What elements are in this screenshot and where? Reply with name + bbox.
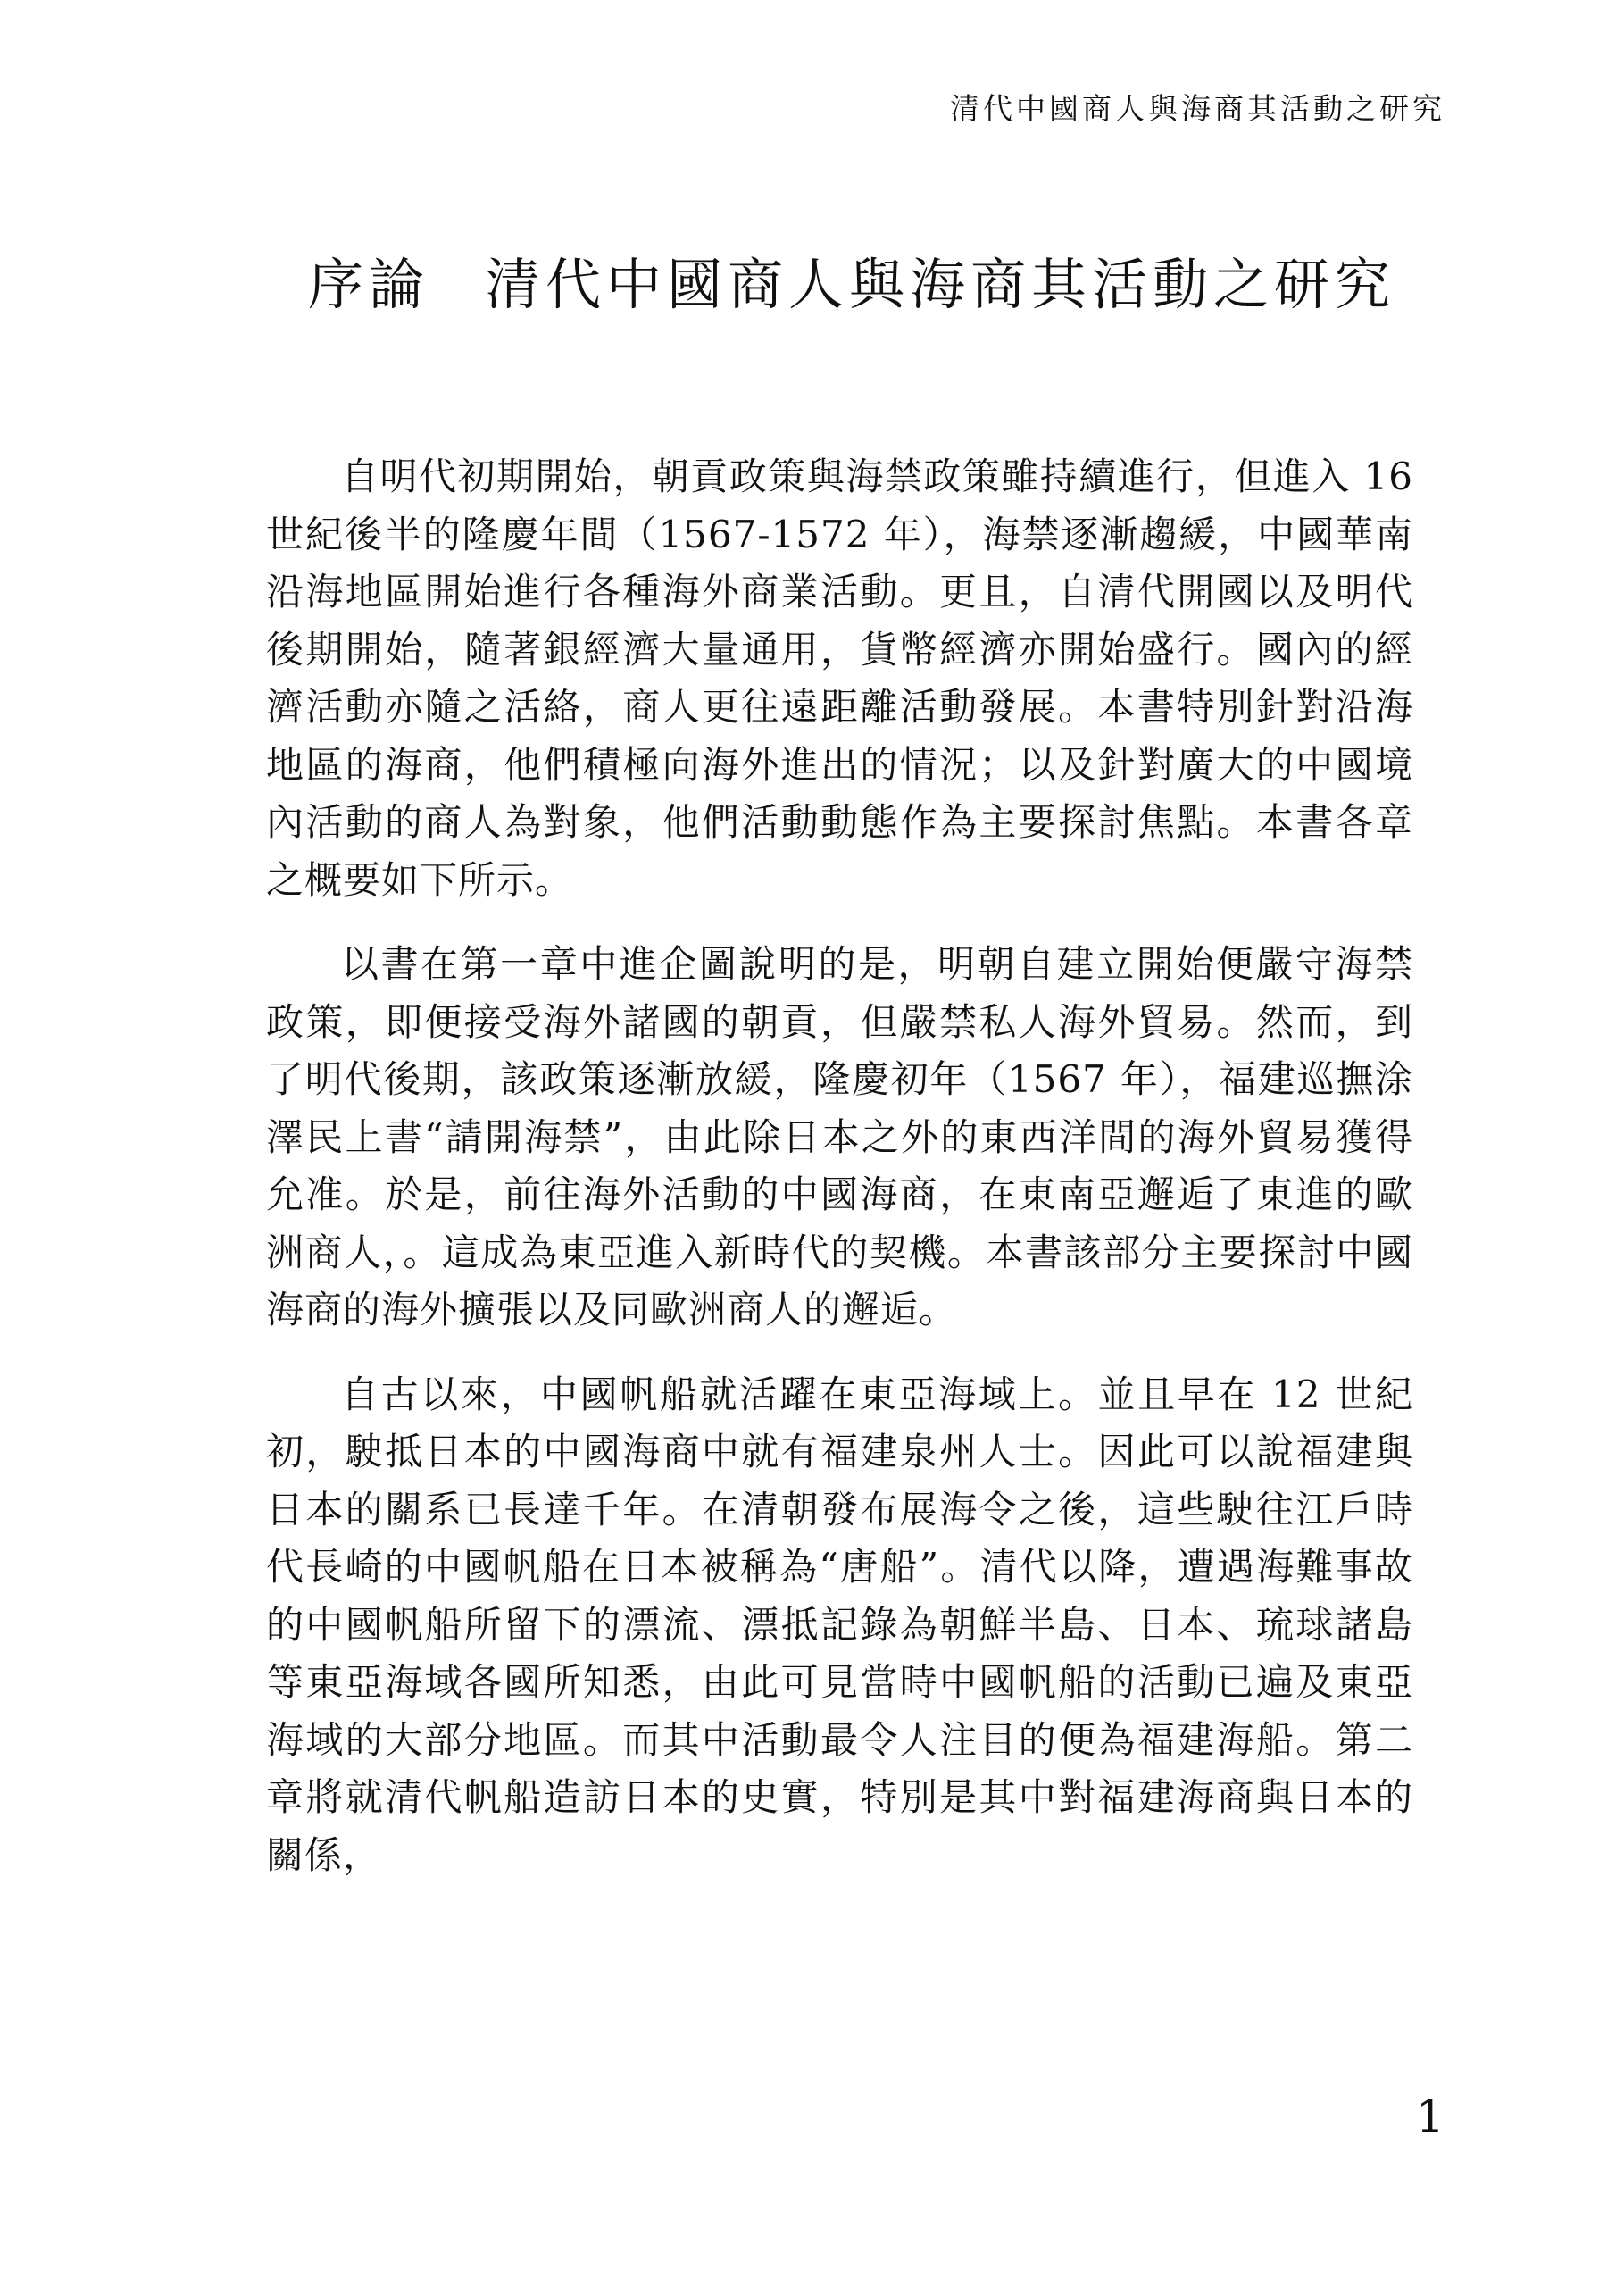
chapter-title-text: 清代中國商人與海商其活動之研究	[485, 252, 1396, 317]
body-text	[266, 448, 1413, 1911]
chapter-label: 序論	[308, 252, 430, 317]
running-header: 清代中國商人與海商其活動之研究	[950, 91, 1445, 126]
chapter-title	[308, 252, 1401, 318]
paragraph-3: 自古以來，中國帆船就活躍在東亞海域上。並且早在 12 世紀初，駛抵日本的中國海商中就有福建泉州人士。因此可以說福建與日本的關系已長達千年。在清朝發布展海令之後，這些駛往江戶時代長崎的中國帆船在日本被稱為“唐船”。清代以降，遭遇海難事故的中國帆船所留下的漂流、漂抵記錄為朝鮮半島、日本、琉球諸島等東亞海域各國所知悉，由此可見當時中國帆船的活動已遍及東亞海域的大部分地區。而其中活動最令人注目的便為福建海船。第二章將就清代帆船造訪日本的史實，特別是其中對福建海商與日本的關係，	[266, 1372, 1413, 1877]
page-number: 1	[1416, 2090, 1445, 2142]
paragraph-1: 自明代初期開始，朝貢政策與海禁政策雖持續進行，但進入 16 世紀後半的隆慶年間（1567-1572 年），海禁逐漸趨緩，中國華南沿海地區開始進行各種海外商業活動。更且，自清代開國以及明代後期開始，隨著銀經濟大量通用，貨幣經濟亦開始盛行。國內的經濟活動亦隨之活絡，商人更往遠距離活動發展。本書特別針對沿海地區的海商，他們積極向海外進出的情況；以及針對廣大的中國境內活動的商人為對象，他們活動動態作為主要探討焦點。本書各章之概要如下所示。	[266, 455, 1413, 902]
paragraph-2: 以書在第一章中進企圖說明的是，明朝自建立開始便嚴守海禁政策，即便接受海外諸國的朝貢，但嚴禁私人海外貿易。然而，到了明代後期，該政策逐漸放緩，隆慶初年（1567 年），福建巡撫涂澤民上書“請開海禁”，由此除日本之外的東西洋間的海外貿易獲得允准。於是，前往海外活動的中國海商，在東南亞邂逅了東進的歐洲商人，。這成為東亞進入新時代的契機。本書該部分主要探討中國海商的海外擴張以及同歐洲商人的邂逅。	[266, 942, 1413, 1331]
